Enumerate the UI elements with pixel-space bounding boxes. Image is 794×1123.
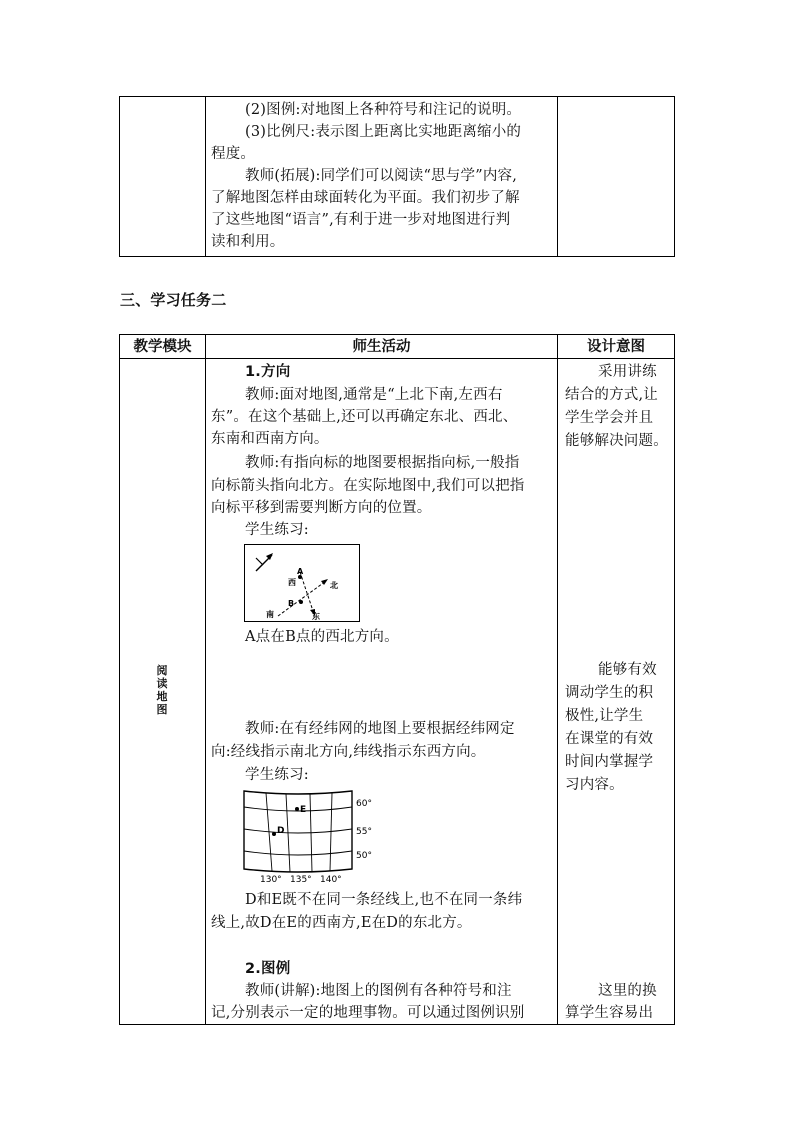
heading-legend: 2.图例 [245, 961, 291, 977]
north-label: 北 [330, 581, 338, 590]
answer-2-l2: 线上,故D在E的西南方,E在D的东北方。 [211, 915, 472, 931]
point-b-label: B [288, 599, 295, 608]
graticule-p3-l2: 向:经线指示南北方向,纬线指示东西方向。 [211, 744, 486, 760]
lon-label-130: 130° [260, 875, 282, 884]
teacher-extension-cont1: 了解地图怎样由球面转化为平面。我们初步了解 [211, 190, 520, 206]
lon-label-135: 135° [290, 875, 312, 884]
west-label: 西 [288, 578, 296, 587]
lat-label-55: 55° [356, 827, 372, 837]
intent-2-l6: 习内容。 [565, 777, 624, 793]
intent-1-l4: 能够解决问题。 [565, 433, 668, 449]
direction-p1-l3: 东南和西南方向。 [211, 431, 329, 447]
direction-p2-l1: 教师:有指向标的地图要根据指向标,一般指 [245, 455, 520, 471]
intent-2-l2: 调动学生的积 [565, 685, 654, 701]
direction-p2-l2: 向标箭头指向北方。在实际地图中,我们可以把指 [211, 478, 525, 494]
intent-3-l2: 算学生容易出 [565, 1005, 654, 1021]
module-name: 阅读地图 [156, 664, 168, 716]
direction-figure [244, 544, 360, 622]
direction-p1-l1: 教师:面对地图,通常是“上北下南,左西右 [245, 387, 503, 403]
lat-label-50: 50° [356, 851, 372, 861]
direction-p1-l2: 东”。在这个基础上,还可以再确定东北、西北、 [211, 409, 518, 425]
teacher-extension: 教师(拓展):同学们可以阅读“思与学”内容, [245, 168, 518, 184]
south-label: 南 [266, 610, 274, 619]
intent-1-l1: 采用讲练 [598, 364, 657, 380]
intent-2-l5: 时间内掌握学 [565, 754, 654, 770]
lon-label-140: 140° [320, 875, 342, 884]
legend-p4-l1: 教师(讲解):地图上的图例有各种符号和注 [245, 983, 512, 999]
intent-1-l2: 结合的方式,让 [565, 387, 659, 403]
scale-definition-cont: 程度。 [211, 146, 256, 162]
intent-3-l1: 这里的换 [598, 983, 657, 999]
point-a-label: A [297, 567, 304, 576]
header-intent: 设计意图 [587, 339, 645, 355]
heading-direction: 1.方向 [245, 364, 291, 380]
practice-label-2: 学生练习: [245, 767, 309, 783]
answer-2-l1: D和E既不在同一条经线上,也不在同一条纬 [245, 892, 523, 908]
intent-2-l1: 能够有效 [598, 662, 657, 678]
legend-p4-l2: 记,分别表示一定的地理事物。可以通过图例识别 [211, 1005, 525, 1021]
scale-definition: (3)比例尺:表示图上距离比实地距离缩小的 [245, 124, 522, 140]
graticule-p3-l1: 教师:在有经纬网的地图上要根据经纬网定 [245, 721, 515, 737]
intent-2-l3: 极性,让学生 [565, 708, 644, 724]
header-module: 教学模块 [133, 339, 192, 355]
teacher-extension-cont2: 了这些地图“语言”,有利于进一步对地图进行判 [211, 212, 511, 228]
teacher-extension-cont3: 读和利用。 [211, 234, 285, 250]
direction-p2-l3: 向标平移到需要判断方向的位置。 [211, 500, 432, 516]
point-d-label: D [277, 826, 285, 836]
east-label: 东 [312, 612, 320, 621]
intent-1-l3: 学生学会并且 [565, 410, 654, 426]
answer-1: A点在B点的西北方向。 [245, 629, 399, 645]
section-title: 三、学习任务二 [120, 291, 227, 309]
graticule-figure [240, 789, 380, 884]
legend-definition: (2)图例:对地图上各种符号和注记的说明。 [245, 102, 522, 118]
point-e-label: E [300, 805, 307, 815]
practice-label-1: 学生练习: [245, 522, 309, 538]
intent-2-l4: 在课堂的有效 [565, 731, 654, 747]
header-activity: 师生活动 [352, 339, 411, 355]
lat-label-60: 60° [356, 799, 372, 809]
